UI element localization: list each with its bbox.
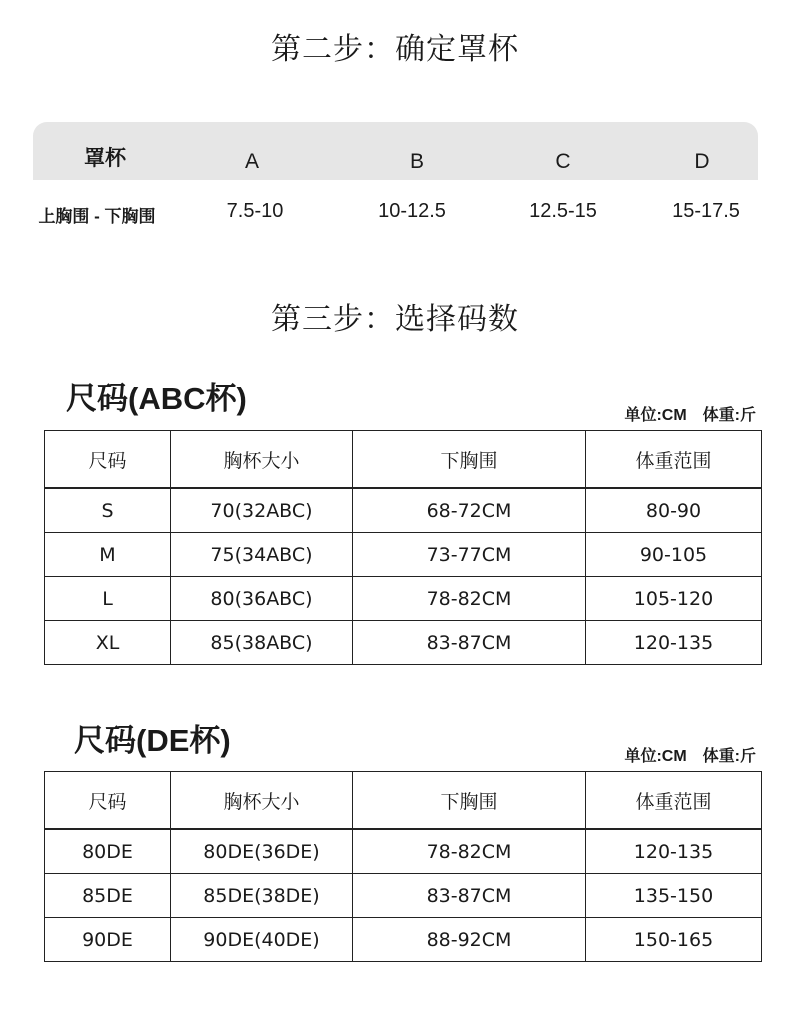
- cup-letter-a: A: [244, 150, 259, 173]
- cup-letter-c: C: [555, 150, 571, 173]
- column-header-size: 尺码: [45, 772, 171, 830]
- abc-size-table: [44, 430, 762, 665]
- cell-weight-range: 90-105: [586, 533, 762, 577]
- cell-size: S: [45, 488, 171, 533]
- cell-cup-size: 75(34ABC): [171, 533, 353, 577]
- cup-range-d: 15-17.5: [672, 200, 740, 222]
- column-header-weight-range: 体重范围: [586, 772, 762, 830]
- cell-underbust: 83-87CM: [353, 874, 586, 918]
- abc-unit-note: 单位:CM 体重:斤: [624, 407, 756, 424]
- column-header-cup-size: 胸杯大小: [171, 431, 353, 489]
- cell-weight-range: 120-135: [586, 621, 762, 665]
- cell-cup-size: 85(38ABC): [171, 621, 353, 665]
- de-size-table: [44, 771, 762, 962]
- cell-size: M: [45, 533, 171, 577]
- cell-underbust: 68-72CM: [353, 488, 586, 533]
- column-header-cup-size: 胸杯大小: [171, 772, 353, 830]
- cell-cup-size: 90DE(40DE): [171, 918, 353, 962]
- table-row: [45, 488, 762, 533]
- cell-weight-range: 135-150: [586, 874, 762, 918]
- table-row: [45, 577, 762, 621]
- table-header-row: [45, 431, 762, 489]
- cell-size: 80DE: [45, 829, 171, 874]
- column-header-size: 尺码: [45, 431, 171, 489]
- de-unit-note: 单位:CM 体重:斤: [624, 748, 756, 765]
- step3-title: 第三步：选择码数: [271, 302, 519, 337]
- table-row: [45, 918, 762, 962]
- abc-size-heading: 尺码(ABC杯): [66, 381, 247, 416]
- column-header-underbust: 下胸围: [353, 772, 586, 830]
- cup-letter-d: D: [694, 150, 710, 173]
- cell-cup-size: 85DE(38DE): [171, 874, 353, 918]
- cell-underbust: 78-82CM: [353, 829, 586, 874]
- cup-letter-b: B: [409, 150, 424, 173]
- cell-size: L: [45, 577, 171, 621]
- cell-weight-range: 150-165: [586, 918, 762, 962]
- cell-weight-range: 80-90: [586, 488, 762, 533]
- table-row: [45, 829, 762, 874]
- cup-row-label: 上胸围 - 下胸围: [38, 207, 156, 226]
- de-size-heading: 尺码(DE杯): [74, 723, 231, 758]
- table-row: [45, 874, 762, 918]
- table-header-row: [45, 772, 762, 830]
- cell-cup-size: 70(32ABC): [171, 488, 353, 533]
- cell-size: 85DE: [45, 874, 171, 918]
- cell-underbust: 83-87CM: [353, 621, 586, 665]
- cell-underbust: 78-82CM: [353, 577, 586, 621]
- cell-underbust: 73-77CM: [353, 533, 586, 577]
- table-row: [45, 533, 762, 577]
- cup-header-label: 罩杯: [84, 147, 126, 170]
- cell-size: 90DE: [45, 918, 171, 962]
- cell-weight-range: 105-120: [586, 577, 762, 621]
- cell-size: XL: [45, 621, 171, 665]
- table-row: [45, 621, 762, 665]
- cell-weight-range: 120-135: [586, 829, 762, 874]
- step2-title: 第二步：确定罩杯: [271, 32, 519, 67]
- cup-range-b: 10-12.5: [378, 200, 446, 222]
- cup-range-c: 12.5-15: [529, 200, 597, 222]
- column-header-weight-range: 体重范围: [586, 431, 762, 489]
- cup-range-a: 7.5-10: [226, 200, 284, 222]
- cell-cup-size: 80(36ABC): [171, 577, 353, 621]
- cell-underbust: 88-92CM: [353, 918, 586, 962]
- column-header-underbust: 下胸围: [353, 431, 586, 489]
- cell-cup-size: 80DE(36DE): [171, 829, 353, 874]
